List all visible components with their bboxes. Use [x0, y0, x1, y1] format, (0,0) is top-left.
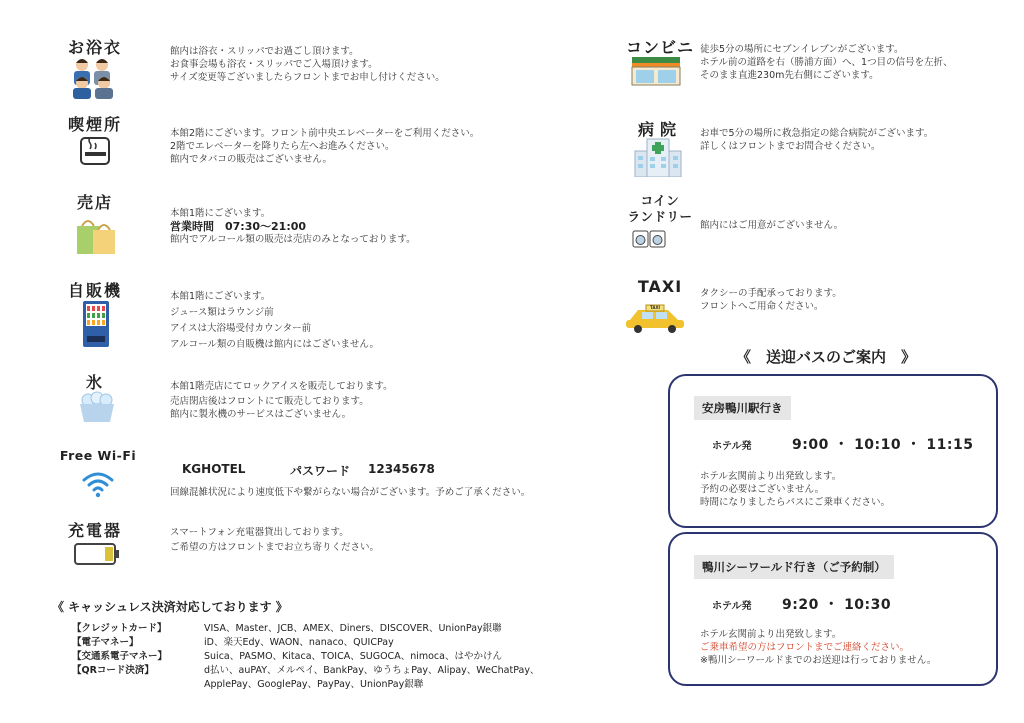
vending-line-2: ジュース類はラウンジ前 — [170, 307, 274, 318]
cigarette-icon — [80, 137, 110, 165]
route-note-3: ※鴨川シーワールドまでのお送迎は行っておりません。 — [700, 655, 937, 666]
charger-line-1: スマートフォン充電器貸出しております。 — [170, 527, 349, 538]
payment-row-credit — [72, 620, 502, 634]
vending-machine-label: 自販機 — [67, 281, 122, 300]
convenience-store-description — [700, 43, 953, 82]
ice-label: 氷 — [85, 373, 104, 392]
payment-category: 【交通系電子マネー】 — [72, 651, 168, 662]
wifi-label: Free Wi-Fi — [59, 448, 137, 463]
depart-times: 9:20 ・ 10:30 — [782, 597, 892, 613]
route-name-tag: 安房鴨川駅行き — [694, 396, 791, 420]
smoking-line-2: 2階でエレベーターを降りたら左へお進みください。 — [170, 141, 395, 152]
payment-values: iD、楽天Edy、WAON、nanaco、QUICPay — [204, 637, 394, 648]
smoking-area-label: 喫煙所 — [67, 115, 122, 134]
smoking-area-description — [170, 127, 479, 166]
coin-laundry-label-line2: ランドリー — [627, 209, 693, 224]
hospital-icon — [633, 137, 683, 177]
ice-description — [170, 380, 393, 421]
shop-line-1: 本館1階にございます。 — [170, 208, 271, 219]
payment-values: Suica、PASMO、Kitaca、TOICA、SUGOCA、nimoca、はやかけん — [204, 651, 502, 662]
payment-category: 【電子マネー】 — [72, 637, 139, 648]
ice-line-3: 館内に製氷機のサービスはございません。 — [170, 409, 352, 420]
coin-laundry-description: 館内にはご用意がございません。 — [700, 220, 844, 231]
depart-label: ホテル発 — [712, 441, 752, 452]
taxi-line-2: フロントへご用命ください。 — [700, 301, 824, 312]
shop-label: 売店 — [76, 193, 113, 212]
wifi-ssid: KGHOTEL — [182, 462, 246, 476]
shuttle-bus-title: 《 送迎バスのご案内 》 — [736, 348, 917, 366]
convenience-store-label: コンビニ — [625, 38, 694, 57]
payment-row-qr — [72, 662, 539, 676]
hospital-description — [700, 127, 933, 153]
route-note-1: ホテル玄関前より出発致します。 — [700, 471, 842, 482]
shop-line-3: 館内でアルコール類の販売は売店のみとなっております。 — [170, 234, 416, 245]
wifi-icon — [82, 468, 114, 498]
taxi-label: TAXI — [637, 277, 683, 296]
route-notes — [700, 628, 936, 667]
shopping-bag-icon — [74, 214, 118, 256]
payment-row-emoney — [72, 634, 394, 648]
hospital-label: 病院 — [637, 120, 682, 139]
taxi-line-1: タクシーの手配承っております。 — [700, 288, 842, 299]
yukata-line-1: 館内は浴衣・スリッパでお過ごし頂けます。 — [170, 46, 359, 57]
taxi-description — [700, 287, 842, 313]
washing-machine-icon — [632, 230, 666, 248]
payment-category: 【QRコード決済】 — [72, 665, 154, 676]
cashless-title: 《 キャッシュレス決済対応しております 》 — [52, 600, 288, 614]
ice-bucket-icon — [78, 390, 116, 424]
route-name-tag: 鴨川シーワールド行き（ご予約制） — [694, 555, 894, 579]
ice-line-2: 売店閉店後はフロントにて販売しております。 — [170, 396, 369, 407]
convenience-store-icon — [630, 55, 682, 87]
route-note-red: ご乗車希望の方はフロントまでご連絡ください。 — [700, 642, 910, 653]
coin-laundry-label — [615, 193, 705, 225]
route-note-3: 時間になりましたらバスにご乗車ください。 — [700, 497, 891, 508]
hospital-line-1: お車で5分の場所に救急指定の総合病院がございます。 — [700, 128, 934, 139]
yukata-label: お浴衣 — [67, 38, 122, 57]
conv-line-1: 徒歩5分の場所にセブンイレブンがございます。 — [700, 44, 904, 55]
coin-laundry-label-line1: コイン — [640, 193, 680, 208]
smoking-line-1: 本館2階にございます。フロント前中央エレベーターをご利用ください。 — [170, 128, 480, 139]
taxi-car-icon — [624, 302, 686, 334]
charger-label: 充電器 — [67, 521, 122, 540]
payment-values: d払い、auPAY、メルペイ、BankPay、ゆうちょPay、Alipay、WeChatPay、 — [204, 665, 540, 676]
vending-line-3: アイスは大浴場受付カウンター前 — [170, 323, 312, 334]
charger-description — [170, 526, 379, 554]
wifi-password-label: パスワード — [290, 464, 351, 478]
ice-line-1: 本館1階売店にてロックアイスを販売しております。 — [170, 381, 393, 392]
taxi-sign-text: TAXI — [649, 305, 661, 310]
payment-category: 【クレジットカード】 — [72, 623, 167, 634]
shop-description — [170, 207, 416, 246]
depart-label: ホテル発 — [712, 601, 752, 612]
vending-machine-icon — [82, 300, 110, 348]
smoking-line-3: 館内でタバコの販売はございません。 — [170, 154, 332, 165]
vending-line-4: アルコール類の自販機は館内にはございません。 — [170, 339, 380, 350]
payment-values: VISA、Master、JCB、AMEX、Diners、DISCOVER、UnionPay銀聯 — [204, 623, 502, 634]
yukata-line-2: お食事会場も浴衣・スリッパでご入場頂けます。 — [170, 59, 378, 70]
payment-values: ApplePay、GooglePay、PayPay、UnionPay銀聯 — [204, 679, 424, 690]
yukata-description — [170, 45, 445, 84]
yukata-people-icon — [68, 55, 118, 99]
route-note-2: 予約の必要はございません。 — [700, 484, 825, 495]
route-note-1: ホテル玄関前より出発致します。 — [700, 629, 842, 640]
vending-machine-description — [170, 290, 379, 354]
payment-row-transit — [72, 648, 502, 662]
depart-times: 9:00 ・ 10:10 ・ 11:15 — [792, 437, 974, 453]
battery-icon — [74, 542, 120, 566]
wifi-password: 12345678 — [368, 462, 435, 476]
conv-line-2: ホテル前の道路を右（勝浦方面）へ、1つ目の信号を左折、 — [700, 57, 953, 68]
route-notes — [700, 470, 890, 509]
charger-line-2: ご希望の方はフロントまでお立ち寄りください。 — [170, 542, 380, 553]
hospital-line-2: 詳しくはフロントまでお問合せください。 — [700, 141, 881, 152]
yukata-line-3: サイズ変更等ございましたらフロントまでお申し付けください。 — [170, 72, 445, 83]
shop-hours: 営業時間 07:30〜21:00 — [170, 220, 307, 233]
payment-row-qr-cont — [72, 676, 423, 690]
vending-line-1: 本館1階にございます。 — [170, 291, 271, 302]
conv-line-3: そのまま直進230m先右側にございます。 — [700, 70, 879, 81]
wifi-note: 回線混雑状況により速度低下や繋がらない場合がございます。予めご了承ください。 — [170, 487, 531, 498]
